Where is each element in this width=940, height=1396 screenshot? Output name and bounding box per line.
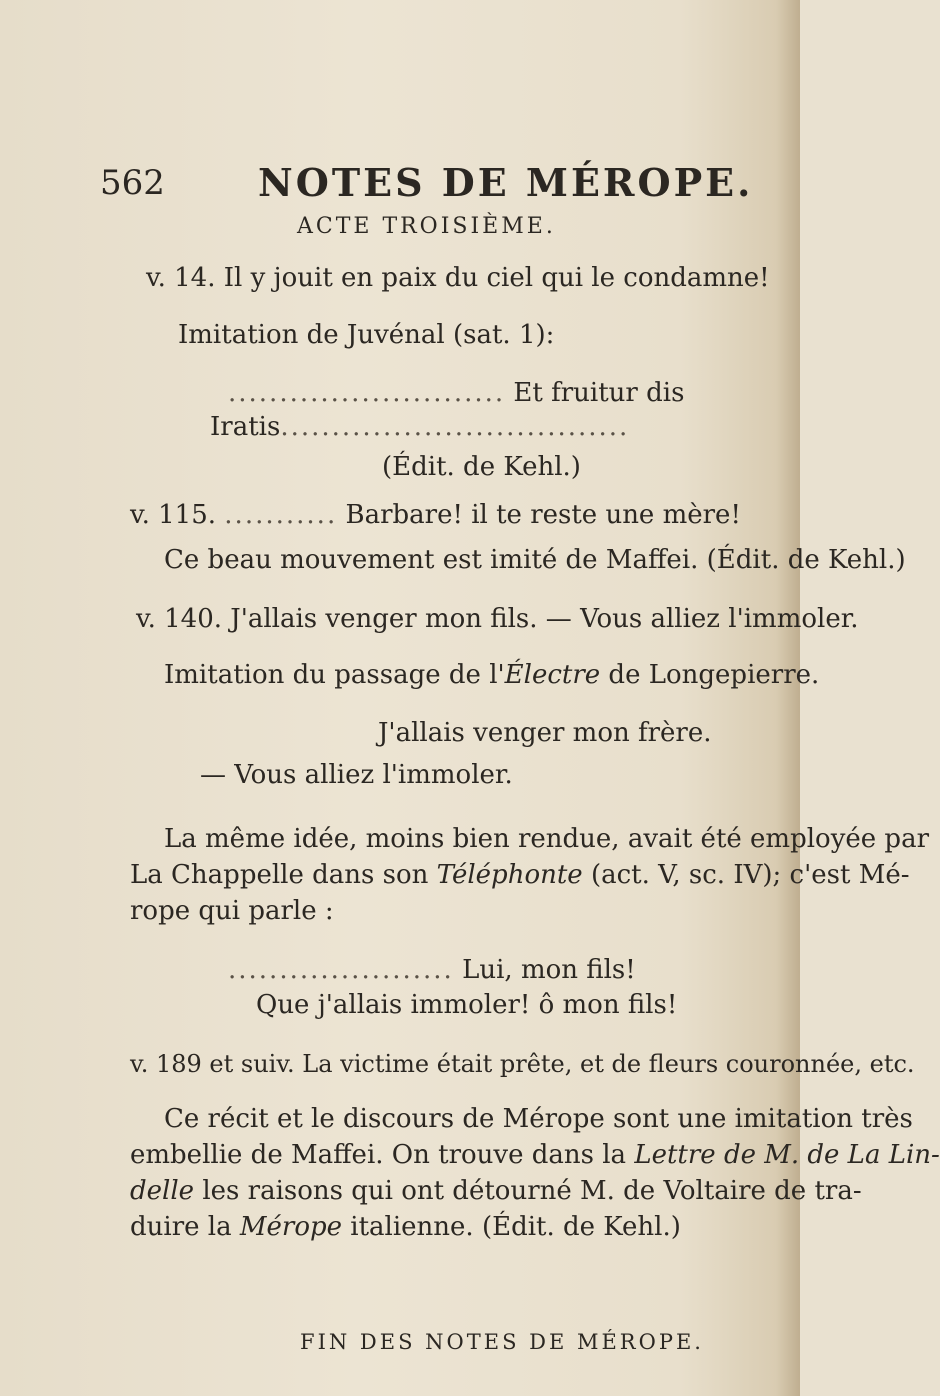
work-title: Lettre de M. de La Lin- [634,1140,940,1170]
final-para-line4 [130,1212,681,1242]
quote-word: Iratis [210,412,281,442]
note-v14-imitation: Imitation de Juvénal (sat. 1): [178,320,555,350]
ellipsis-dots: ........................... [228,378,506,408]
text-run: Imitation du passage de l' [164,660,505,690]
page-number: 562 [100,163,165,203]
end-of-notes: FIN DES NOTES DE MÉROPE. [300,1330,704,1354]
note-v14-edition: (Édit. de Kehl.) [382,452,581,482]
text-run: duire la [130,1212,240,1242]
text-run: de Longepierre. [600,660,820,690]
quote-text: Et fruitur dis [513,378,685,408]
final-para-line2 [130,1140,940,1170]
chappelle-line2 [130,860,910,890]
act-heading: ACTE TROISIÈME. [297,214,556,239]
ellipsis-dots: .................................. [280,412,630,442]
chappelle-quote2: Que j'allais immoler! ô mon fils! [256,990,678,1020]
text-run: La Chappelle dans son [130,860,437,890]
text-run: les raisons qui ont détourné M. de Voltaire de tra- [194,1176,862,1206]
ellipsis-dots: ........... [224,500,338,530]
work-title: Téléphonte [436,860,583,890]
note-v115-line [130,500,741,530]
chappelle-line1: La même idée, moins bien rendue, avait été employée par [164,824,929,854]
note-v140-imitation [164,660,819,690]
note-v140-quote2: — Vous alliez l'immoler. [200,760,513,790]
note-v14-quote-line2 [210,412,629,442]
work-title: delle [130,1176,195,1206]
verse-number: v. 115. [130,500,217,530]
work-title: Électre [504,660,601,690]
text-run: (act. V, sc. IV); c'est Mé- [582,860,910,890]
note-v140-line: v. 140. J'allais venger mon fils. — Vous alliez l'immoler. [136,604,859,634]
chappelle-quote1 [228,955,636,985]
text-run: italienne. (Édit. de Kehl.) [342,1212,681,1242]
chappelle-line3: rope qui parle : [130,896,334,926]
note-v115-comment: Ce beau mouvement est imité de Maffei. (Édit. de Kehl.) [164,545,906,575]
running-title: NOTES DE MÉROPE. [258,160,754,205]
note-v14-line: v. 14. Il y jouit en paix du ciel qui le condamne! [146,263,770,293]
note-v14-quote-line1 [228,378,684,408]
note-v189-line: v. 189 et suiv. La victime était prête, et de fleurs couronnée, etc. [130,1050,915,1078]
ellipsis-dots: ...................... [228,955,454,985]
text-run: embellie de Maffei. On trouve dans la [130,1140,635,1170]
final-para-line1: Ce récit et le discours de Mérope sont une imitation très [164,1104,913,1134]
quote-text: Lui, mon fils! [462,955,636,985]
work-title: Mérope [239,1212,342,1242]
note-v140-quote1: J'allais venger mon frère. [378,718,712,748]
quote-text: Barbare! il te reste une mère! [345,500,741,530]
final-para-line3 [130,1176,862,1206]
